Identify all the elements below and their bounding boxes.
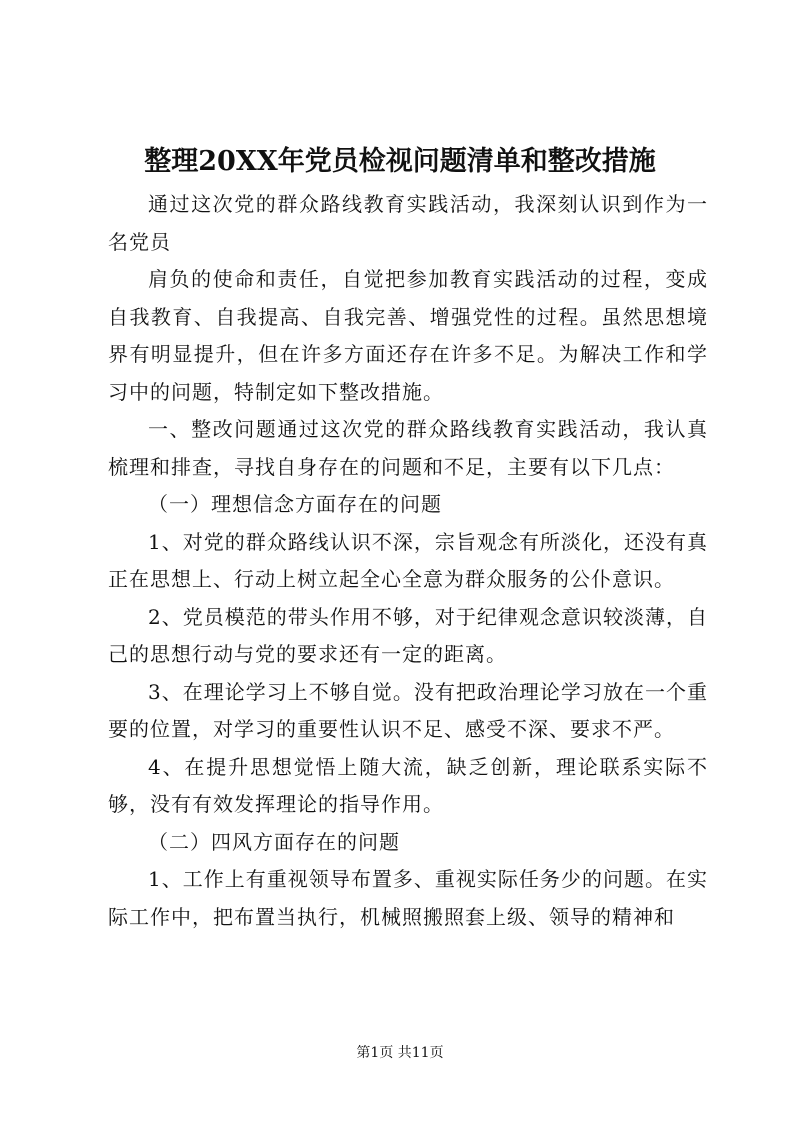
document-title: 整理20XX年党员检视问题清单和整改措施: [144, 146, 656, 177]
paragraph-section-one: 一、整改问题通过这次党的群众路线教育实践活动，我认真梳理和排查，寻找自身存在的问题和不足，主要有以下几点：: [108, 417, 708, 479]
paragraph-responsibility: 肩负的使命和责任，自觉把参加教育实践活动的过程，变成自我教育、自我提高、自我完善、增强党性的过程。虽然思想境界有明显提升，但在许多方面还存在许多不足。为解决工作和学习中的问题，特制定如下整改措施。: [108, 267, 708, 404]
subheading-ideals: （一）理想信念方面存在的问题: [148, 492, 442, 516]
subheading-four-styles: （二）四风方面存在的问题: [148, 829, 400, 854]
document-body: [108, 186, 708, 936]
paragraph-work-item-1: 1、工作上有重视领导布置多、重视实际任务少的问题。在实际工作中，把布置当执行，机械照搬照套上级、领导的精神和: [108, 867, 708, 929]
paragraph-item-1: 1、对党的群众路线认识不深，宗旨观念有所淡化，还没有真正在思想上、行动上树立起全心全意为群众服务的公仆意识。: [108, 529, 708, 591]
page-number-footer: 第1页 共11页: [356, 1045, 444, 1061]
paragraph-item-4: 4、在提升思想觉悟上随大流，缺乏创新，理论联系实际不够，没有有效发挥理论的指导作用。: [108, 754, 708, 816]
paragraph-intro: 通过这次党的群众路线教育实践活动，我深刻认识到作为一名党员: [108, 192, 708, 254]
paragraph-item-3: 3、在理论学习上不够自觉。没有把政治理论学习放在一个重要的位置，对学习的重要性认识不足、感受不深、要求不严。: [108, 679, 708, 741]
paragraph-item-2: 2、党员模范的带头作用不够，对于纪律观念意识较淡薄，自己的思想行动与党的要求还有一定的距离。: [108, 604, 708, 666]
